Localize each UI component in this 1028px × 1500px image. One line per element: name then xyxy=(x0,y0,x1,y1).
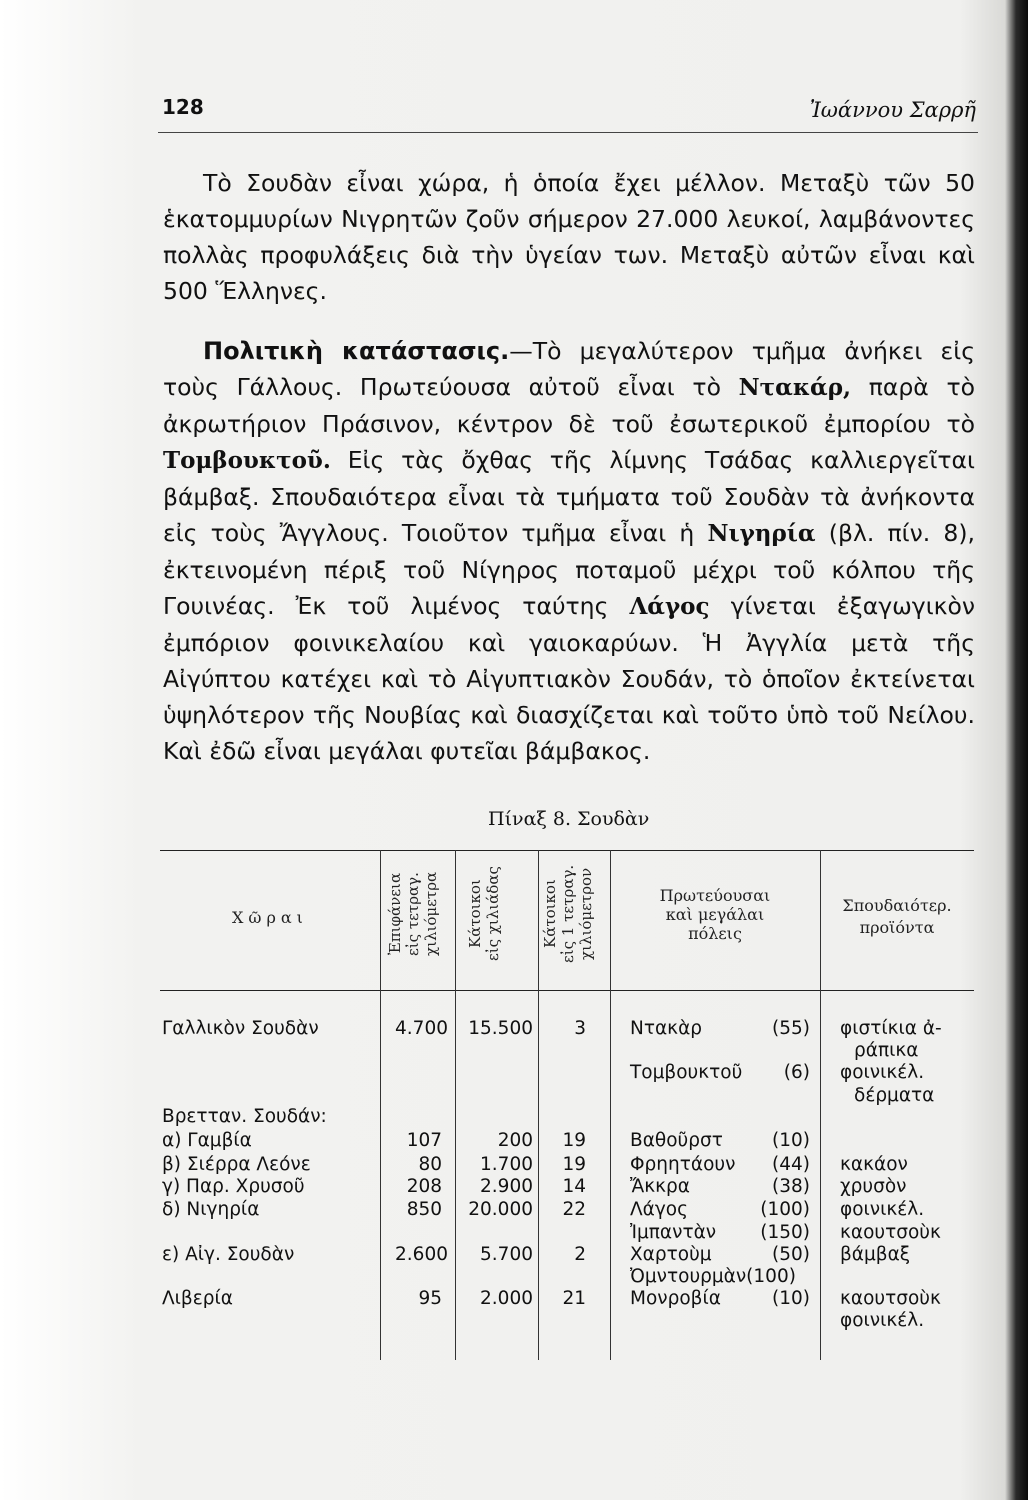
bold-term-dakar: Ντακάρ, xyxy=(738,374,852,401)
header-cities: Πρωτεύουσαι καὶ μεγάλαι πόλεις xyxy=(659,886,771,943)
header-countries: Χῶραι xyxy=(232,908,308,927)
bold-term-nigeria: Νιγηρία xyxy=(707,520,816,547)
population-cell: 2.900 xyxy=(480,1176,533,1197)
country-cell: Γαλλικὸν Σουδὰν xyxy=(162,1018,319,1039)
header-rule xyxy=(158,132,978,133)
data-table xyxy=(160,850,974,1360)
density-cell: 21 xyxy=(562,1288,586,1309)
country-group-label: Βρετταν. Σουδάν: xyxy=(162,1106,327,1127)
running-head: Ἰωάννου Σαρρῆ xyxy=(809,98,976,122)
product-cell: φοινικέλ. xyxy=(840,1199,925,1220)
population-cell: 1.700 xyxy=(480,1154,533,1175)
density-cell: 3 xyxy=(574,1018,586,1039)
product-cell: δέρματα xyxy=(854,1085,935,1106)
density-cell: 2 xyxy=(574,1244,586,1265)
table-top-rule xyxy=(160,850,974,851)
city-name: Φρηητάουν xyxy=(630,1154,736,1175)
page-number: 128 xyxy=(162,95,204,119)
city-name: Ντακὰρ xyxy=(630,1018,703,1039)
header-products: Σπουδαιότερ. προϊόντα xyxy=(842,896,952,937)
country-cell: ε) Αἰγ. Σουδὰν xyxy=(162,1244,295,1265)
city-population: (38) xyxy=(772,1176,810,1197)
city-name: Τομβουκτοῦ xyxy=(630,1062,743,1083)
country-cell: α) Γαμβία xyxy=(162,1130,252,1151)
product-cell: βάμβαξ xyxy=(840,1244,911,1265)
country-cell: δ) Νιγηρία xyxy=(162,1199,260,1220)
product-cell: φοινικέλ. xyxy=(840,1062,925,1083)
table-header-rule xyxy=(160,990,974,991)
col-divider xyxy=(380,850,381,1360)
density-cell: 22 xyxy=(562,1199,586,1220)
city-population: (100) xyxy=(760,1199,810,1220)
city-name: Μονροβία xyxy=(630,1288,721,1309)
density-cell: 19 xyxy=(562,1154,586,1175)
country-cell: Λιβερία xyxy=(162,1288,233,1309)
header-area: Ἐπιφάνεια εἰς τετραγ. χιλιόμετρα xyxy=(386,871,440,957)
city-population: (50) xyxy=(772,1244,810,1265)
area-cell: 850 xyxy=(406,1199,442,1220)
city-population: (150) xyxy=(760,1222,810,1243)
product-cell: κακάον xyxy=(840,1154,908,1175)
city-population: (44) xyxy=(772,1154,810,1175)
city-name: Ἰμπαντὰν xyxy=(630,1222,717,1243)
city-population: (10) xyxy=(772,1288,810,1309)
area-cell: 95 xyxy=(418,1288,442,1309)
population-cell: 5.700 xyxy=(480,1244,533,1265)
city-name: Χαρτοὺμ xyxy=(630,1244,712,1265)
bold-term-lagos: Λάγος xyxy=(629,593,710,620)
paragraph-intro: Τὸ Σουδὰν εἶναι χώρα, ἡ ὁποία ἔχει μέλλον. Μεταξὺ τῶν 50 ἑκατομμυρίων Νιγρητῶν ζοῦν σήμερον 27.000 λευκοί, λαμβάνοντες πολλὰς προφυλάξεις διὰ τὴν ὑγείαν των. Μεταξὺ αὐτῶν εἶναι καὶ 500 Ἕλληνες. xyxy=(163,169,975,305)
bold-term-timbuktu: Τομβουκτοῦ. xyxy=(163,447,331,474)
density-cell: 14 xyxy=(562,1176,586,1197)
col-divider xyxy=(538,850,539,1360)
product-cell: φιστίκια ἀ- xyxy=(840,1018,942,1039)
density-cell: 19 xyxy=(562,1130,586,1151)
table-caption: Πίναξ 8. Σουδὰν xyxy=(488,808,650,830)
city-name: Λάγος xyxy=(630,1199,688,1220)
population-cell: 20.000 xyxy=(468,1199,533,1220)
area-cell: 4.700 xyxy=(395,1018,448,1039)
country-cell: γ) Παρ. Χρυσοῦ xyxy=(162,1176,305,1197)
city-population: (10) xyxy=(772,1130,810,1151)
population-cell: 15.500 xyxy=(468,1018,533,1039)
area-cell: 107 xyxy=(406,1130,442,1151)
product-cell: καουτσοὺκ xyxy=(840,1288,941,1309)
city-population: (6) xyxy=(783,1062,810,1083)
city-name: Ἄκκρα xyxy=(630,1176,690,1197)
area-cell: 208 xyxy=(406,1176,442,1197)
section-heading: Πολιτικὴ κατάστασις. xyxy=(203,337,510,365)
population-cell: 2.000 xyxy=(480,1288,533,1309)
product-cell: χρυσὸν xyxy=(840,1176,907,1197)
population-cell: 200 xyxy=(497,1130,533,1151)
product-cell: καουτσοὺκ xyxy=(840,1222,941,1243)
product-cell: φοινικέλ. xyxy=(840,1310,925,1331)
country-cell: β) Σιέρρα Λεόνε xyxy=(162,1154,311,1175)
header-density: Κάτοικοι εἰς 1 τετραγ. χιλιόμετρον xyxy=(541,864,595,964)
city-population: (55) xyxy=(772,1018,810,1039)
header-population: Κάτοικοι εἰς χιλιάδας xyxy=(466,866,502,962)
product-cell: ράπικα xyxy=(854,1040,919,1061)
city-name: Ὀμντουρμὰν(100) xyxy=(630,1266,796,1287)
area-cell: 80 xyxy=(418,1154,442,1175)
paragraph-political: Πολιτικὴ κατάστασις.—Τὸ μεγαλύτερον τμῆμα ἀνήκει εἰς τοὺς Γάλλους. Πρωτεύουσα αὐτοῦ εἶναι τὸ Ντακάρ, παρὰ τὸ ἀκρωτήριον Πράσινον, κέντρον δὲ τοῦ ἐσωτερικοῦ ἐμπορίου τὸ Τομβουκτοῦ. Εἰς τὰς ὄχθας τῆς λίμνης Τσάδας καλλιεργεῖται βάμβαξ. Σπουδαιότερα εἶναι τὰ τμήματα τοῦ Σουδὰν τὰ ἀνήκοντα εἰς τοὺς Ἄγγλους. Τοιοῦτον τμῆμα εἶναι ἡ Νιγηρία (βλ. πίν. 8), ἐκτεινομένη πέριξ τοῦ Νίγηρος ποταμοῦ μέχρι τοῦ κόλπου τῆς Γουινέας. Ἐκ τοῦ λιμένος ταύτης Λάγος γίνεται ἐξαγωγικὸν ἐμπόριον φοινικελαίου καὶ γαιοκαρύων. Ἡ Ἀγγλία μετὰ τῆς Αἰγύπτου κατέχει καὶ τὸ Αἰγυπτιακὸν Σουδάν, τὸ ὁποῖον ἐκτείνεται ὑψηλότερον τῆς Νουβίας καὶ διασχίζεται καὶ τοῦτο ὑπὸ τοῦ Νείλου. Καὶ ἐδῶ εἶναι μεγάλαι φυτεῖαι βάμβακος. xyxy=(163,337,975,765)
area-cell: 2.600 xyxy=(395,1244,448,1265)
city-name: Βαθοῦρστ xyxy=(630,1130,723,1151)
col-divider xyxy=(455,850,456,1360)
